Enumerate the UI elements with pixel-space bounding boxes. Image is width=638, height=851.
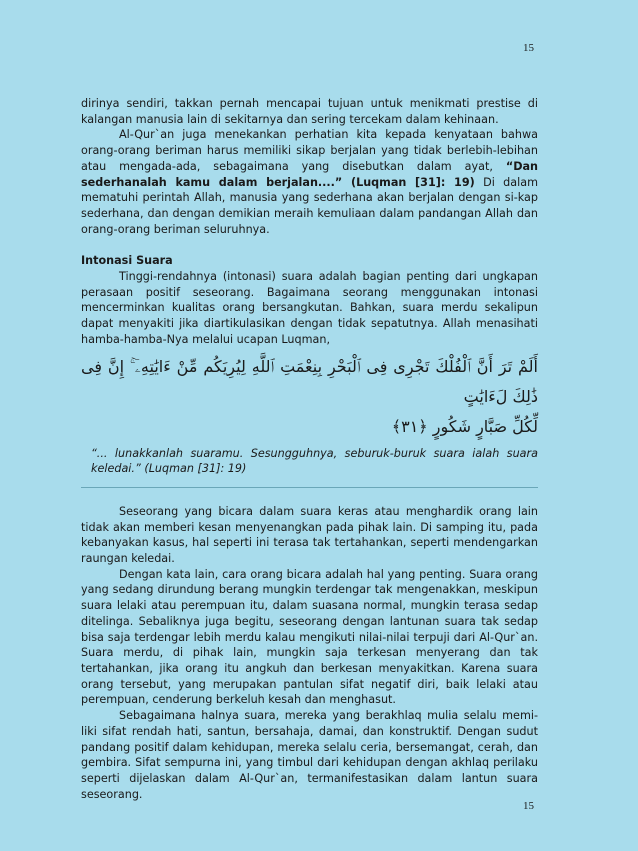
section-heading: Intonasi Suara	[81, 254, 173, 268]
paragraph-2-end: Di dalam mematuhi perintah Allah, manusia yang sederhana akan berjalan dengan si-kap sederhana, dan dengan demikian meraih kemuliaan dalam pandangan Allah dan orang-orang beriman seluruhnya.	[81, 175, 538, 236]
quote-divider	[81, 487, 538, 488]
page-body	[81, 96, 538, 802]
paragraph-5: Dengan kata lain, cara orang bicara adalah hal yang penting. Suara orang yang sedang dirundung berang mungkin terdengar tak mengenakkan, meskipun suara lelaki atau perempuan itu, dalam suasana normal, mungkin terasa sedap ditelinga. Sebaliknya juga begitu, seseorang dengan lantunan suara tak sedap bisa saja terdengar lebih merdu kalau mengikuti nilai-nilai terpuji dari Al-Qur`an. Suara merdu, di pihak lain, mungkin saja terkesan menyerang dan tak tertahankan, jika orang itu angkuh dan berkesan menyakitkan. Karena suara orang tersebut, yang merupakan pantulan sifat negatif diri, baik lelaki atau perempuan, cenderung berkeluh kesah dan menghasut.	[81, 567, 538, 707]
verse-translation-quote: “... lunakkanlah suaramu. Sesungguhnya, seburuk-buruk suara ialah suara keledai.” (Luqman [31]: 19)	[91, 446, 538, 476]
paragraph-2	[81, 127, 538, 237]
page-number-top: 15	[523, 42, 534, 54]
verse-citation-bold: “Dan sederhanalah kamu dalam berjalan....” (Luqman [31]: 19)	[81, 159, 538, 189]
arabic-verse-line-2: لِّكُلِّ صَبَّارٍ شَكُورٍ ﴿٣١﴾	[391, 416, 538, 436]
paragraph-1: dirinya sendiri, takkan pernah mencapai tujuan untuk menikmati prestise di kalangan manusia lain di sekitarnya dan sering tercekam dalam kehinaan.	[81, 97, 538, 126]
paragraph-4: Seseorang yang bicara dalam suara keras atau menghardik orang lain tidak akan memberi kesan menyenangkan pada pihak lain. Di samping itu, pada kebanyakan kasus, hal seperti ini terasa tak tertahankan, seperti mendengarkan raungan keledai.	[81, 504, 538, 566]
page-number-bottom: 15	[523, 800, 534, 812]
paragraph-3: Tinggi-rendahnya (intonasi) suara adalah bagian penting dari ungkapan perasaan positif seseorang. Bagaimana seorang menggunakan intonasi mencerminkan kualitas orang bersangkutan. Bahkan, suara merdu sekalipun dapat menyakiti jika diartikulasikan dengan tidak sepatutnya. Allah menasihati hamba-hamba-Nya melalui ucapan Luqman,	[81, 270, 538, 346]
arabic-verse-line-1: أَلَمْ تَرَ أَنَّ ٱلْفُلْكَ تَجْرِى فِى ٱلْبَحْرِ بِنِعْمَتِ ٱللَّهِ لِيُرِيَكُم مِّنْ ءَايَٰتِهِۦٓ ۚ إِنَّ فِى ذَٰلِكَ لَءَايَٰتٍ	[81, 356, 538, 406]
paragraph-6: Sebagaimana halnya suara, mereka yang berakhlaq mulia selalu memi-liki sifat rendah hati, santun, bersahaja, damai, dan konstruktif. Dengan sudut pandang positif dalam kehidupan, mereka selalu ceria, bersemangat, cerah, dan gembira. Sifat sempurna ini, yang timbul dari kehidupan dengan akhlaq perilaku seperti dijelaskan dalam Al-Qur`an, termanifestasikan dalam lantun suara seseorang.	[81, 709, 538, 801]
paragraph-2-start: Al-Qur`an juga menekankan perhatian kita kepada kenyataan bahwa orang-orang beriman harus memiliki sikap berjalan yang tidak berlebih-lebihan atau mengada-ada, sebagaimana yang disebutkan dalam ayat,	[81, 128, 538, 173]
arabic-verse	[81, 352, 538, 442]
